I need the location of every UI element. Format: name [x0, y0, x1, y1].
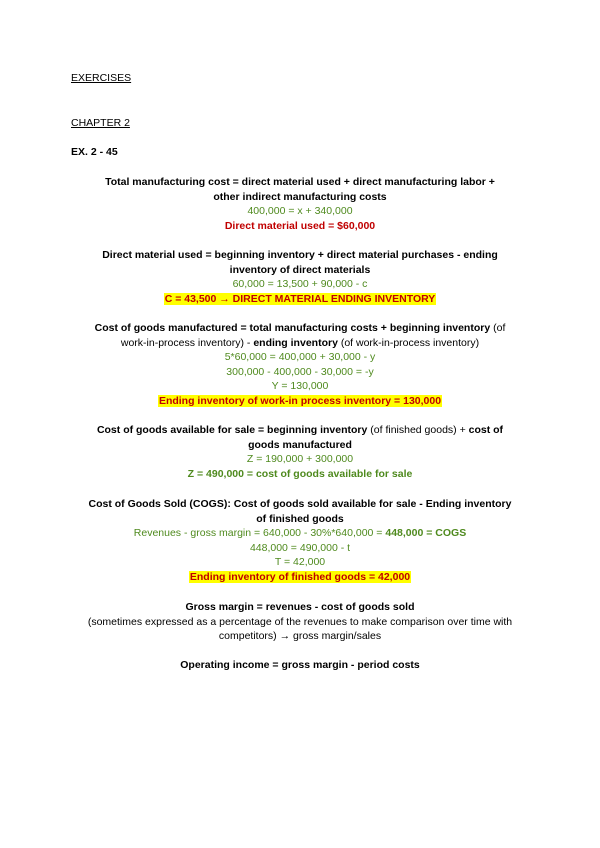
equation-line: 400,000 = x + 340,000 [247, 205, 353, 218]
equation-line: 5*60,000 = 400,000 + 30,000 - y [224, 351, 376, 364]
exercises-heading: EXERCISES [71, 72, 132, 84]
equation-line: 448,000 = 490,000 - t [249, 541, 351, 554]
highlighted-result: Ending inventory of work-in process inventory = 130,000 [158, 394, 442, 407]
formula-line: Cost of Goods Sold (COGS): Cost of goods sold available for sale - Ending inventory [88, 498, 512, 510]
formula-line: other indirect manufacturing costs [213, 190, 387, 203]
note-line: (sometimes expressed as a percentage of the revenues to make comparison over time with [87, 615, 513, 628]
formula-note: (of [490, 322, 506, 334]
cost-of-goods-manufactured-section [70, 321, 530, 409]
result-line: Z = 490,000 = cost of goods available for sale [187, 467, 413, 480]
equation-line: Revenues - gross margin = 640,000 - 30%*640,000 = [133, 527, 386, 540]
formula-line: Gross margin = revenues - cost of goods sold [185, 601, 415, 613]
formula-line: Direct material used = beginning inventory + direct material purchases - ending [102, 249, 498, 261]
formula-line: goods manufactured [248, 438, 352, 451]
formula-term: ending inventory [253, 336, 338, 349]
gross-margin-section [70, 600, 530, 644]
equation-result: 448,000 = COGS [385, 527, 467, 540]
equation-line: 60,000 = 13,500 + 90,000 - c [232, 278, 368, 291]
highlighted-result: C = 43,500 → DIRECT MATERIAL ENDING INVENTORY [164, 292, 436, 305]
formula-line: inventory of direct materials [229, 263, 371, 276]
formula-note: work-in-process inventory) - [120, 336, 254, 349]
equation-line: T = 42,000 [274, 556, 326, 569]
formula-line: Operating income = gross margin - period costs [180, 659, 420, 671]
formula-line: of finished goods [256, 512, 344, 525]
result-line: Direct material used = $60,000 [224, 219, 376, 232]
cogs-section [70, 497, 530, 585]
formula-line: Cost of goods manufactured = total manufacturing costs + beginning inventory [94, 322, 491, 334]
equation-line: 300,000 - 400,000 - 30,000 = -y [226, 365, 374, 378]
note-line: competitors) → gross margin/sales [218, 630, 382, 643]
equation-line: Z = 190,000 + 300,000 [246, 453, 354, 466]
highlighted-result: Ending inventory of finished goods = 42,000 [189, 570, 411, 583]
formula-note: (of work-in-process inventory) [337, 336, 480, 349]
formula-term: cost of [468, 424, 504, 436]
direct-material-used-section [70, 248, 530, 306]
total-manufacturing-cost-section [70, 175, 530, 233]
cost-of-goods-available-section [70, 423, 530, 481]
formula-note: (of finished goods) + [367, 424, 469, 436]
chapter-heading: CHAPTER 2 [71, 117, 130, 129]
formula-line: Cost of goods available for sale = beginning inventory [96, 424, 368, 436]
formula-line: Total manufacturing cost = direct material used + direct manufacturing labor + [105, 176, 495, 188]
exercise-heading: EX. 2 - 45 [71, 146, 118, 158]
operating-income-section [70, 658, 530, 673]
equation-line: Y = 130,000 [271, 380, 329, 393]
